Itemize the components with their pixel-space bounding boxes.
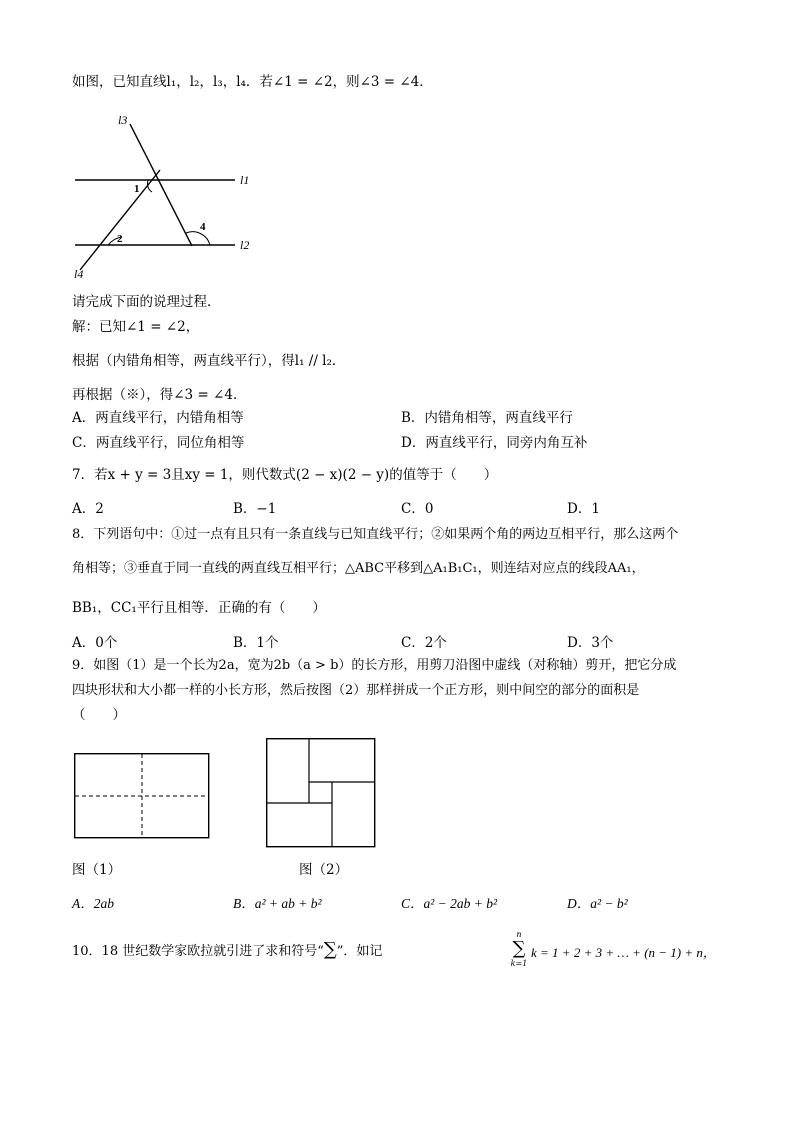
instruction-text: 请完成下面的说理过程．: [72, 294, 221, 310]
q6-option-d: D．两直线平行，同旁内角互补: [401, 435, 588, 451]
intro-text: 如图，已知直线l₁，l₂，l₃，l₄．若∠1 = ∠2，则∠3 = ∠4．: [72, 74, 433, 90]
q10-text: [72, 940, 382, 962]
q8-line-3: BB₁，CC₁平行且相等．正确的有（ ）: [72, 600, 326, 616]
sum-upper-limit: n: [516, 930, 522, 939]
q9-option-c: C．a² − 2ab + b²: [401, 896, 498, 911]
summation-notation: [508, 930, 530, 974]
rectangle-figure-1: [74, 753, 210, 839]
q9-option-a: A．2ab: [72, 896, 114, 911]
q7-option-b: B．−1: [233, 501, 277, 517]
solution-line-3: 再根据（※），得∠3 = ∠4．: [72, 387, 247, 403]
q8-option-a: A．0个: [72, 635, 118, 651]
angle-4-label: 4: [200, 221, 206, 233]
figure-2-caption: 图（2）: [299, 862, 349, 878]
solution-line-2: 根据（内错角相等，两直线平行），得l₁ // l₂．: [72, 353, 346, 369]
q7-option-d: D．1: [567, 501, 600, 517]
q9-line-3: （ ）: [72, 707, 126, 723]
q8-option-c: C．2个: [401, 635, 447, 651]
figure-1-caption: 图（1）: [72, 862, 122, 878]
label-l1: l1: [240, 173, 250, 187]
label-l2: l2: [240, 238, 250, 252]
q9-line-2: 四块形状和大小都一样的小长方形，然后按图（2）那样拼成一个正方形，则中间空的部分的面积是: [72, 683, 640, 698]
q6-option-c: C．两直线平行，同位角相等: [72, 435, 245, 451]
q9-option-d: D．a² − b²: [567, 896, 628, 911]
angle-2-label: 2: [117, 233, 123, 245]
angle-1-label: 1: [134, 183, 140, 195]
q10-mid: ”．如记: [336, 944, 383, 959]
q7-stem: 7．若x + y = 3且xy = 1，则代数式(2 − x)(2 − y)的值等于（ ）: [72, 467, 498, 483]
solution-line-1: 解：已知∠1 = ∠2，: [72, 319, 200, 335]
label-l3: l3: [118, 113, 128, 127]
square-figure-2: [266, 738, 376, 848]
q6-option-b: B．内错角相等，两直线平行: [401, 410, 573, 426]
sum-sigma: ∑: [512, 938, 526, 959]
q8-line-1: 8．下列语句中：①过一点有且只有一条直线与已知直线平行；②如果两个角的两边互相平行，那么这两个: [72, 527, 679, 542]
q9-line-1: 9．如图（1）是一个长为2a，宽为2b（a > b）的长方形，用剪刀沿图中虚线（对称轴）剪开，把它分成: [72, 658, 677, 673]
q9-option-b: B．a² + ab + b²: [233, 896, 322, 911]
parallel-lines-figure: [70, 112, 270, 282]
q7-option-c: C．0: [401, 501, 434, 517]
label-l4: l4: [74, 267, 84, 281]
q10-sum-expression: k = 1 + 2 + 3 + … + (n − 1) + n，: [531, 945, 716, 960]
q8-option-b: B．1个: [233, 635, 279, 651]
q8-line-2: 角相等；③垂直于同一直线的两直线互相平行；△ABC平移到△A₁B₁C₁，则连结对应点的线段AA₁，: [72, 561, 645, 576]
q7-option-a: A．2: [72, 501, 104, 517]
q8-option-d: D．3个: [567, 635, 614, 651]
q10-prefix: 10．18 世纪数学家欧拉就引进了求和符号“: [72, 944, 324, 959]
sum-lower-limit: k=1: [510, 959, 528, 968]
sigma-symbol: ∑: [323, 939, 337, 960]
q6-option-a: A．两直线平行，内错角相等: [72, 410, 244, 426]
